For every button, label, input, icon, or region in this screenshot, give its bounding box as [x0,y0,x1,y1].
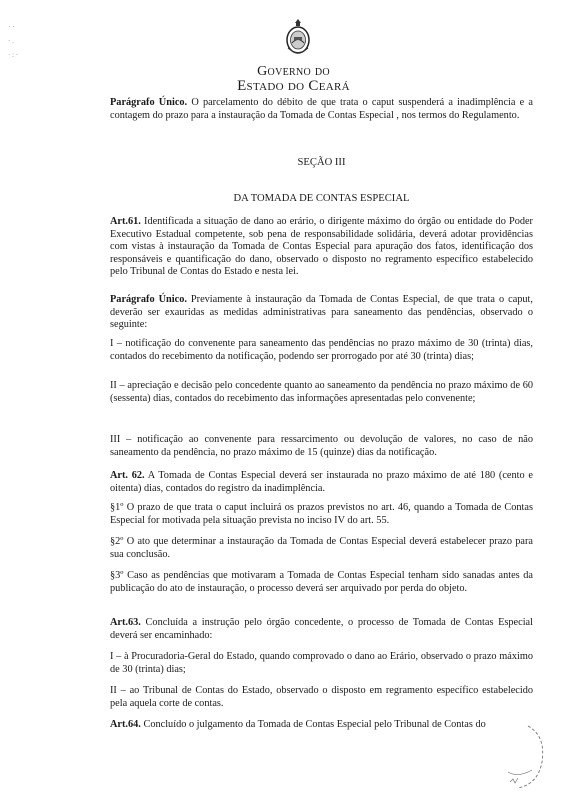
scan-marks: · · · . · : · [8,23,19,59]
signature-stamp-icon [488,722,550,792]
header-governo: Governo do [257,64,330,79]
article-label: Art. 62. [110,470,145,481]
article-label: Art.61. [110,216,141,227]
paragrafo-1: §1º O prazo de que trata o caput incluirá os prazos previstos no art. 46, quando a Tomada de Contas Especial for motivada pela situação prevista no inciso IV do art. 55. [110,502,533,526]
section-heading: SEÇÃO III [297,157,346,168]
article-label: Art.63. [110,617,141,628]
paragrafo-text: Previamente à instauração da Tomada de Contas Especial, de que trata o caput, deverão ser exauridas as medidas administrativas para saneamento das pendências, observado o seguinte: [110,294,533,331]
paragrafo-text: O parcelamento do débito de que trata o caput suspenderá a inadimplência e a contagem do prazo para a instauração da Tomada de Contas Especial , nos termos do Regulamento. [110,97,533,121]
art-63-inciso-i: I – à Procuradoria-Geral do Estado, quando comprovado o dano ao Erário, observado o prazo máximo de 30 (trinta) dias; [110,651,533,675]
inciso-i: I – notificação do convenente para saneamento das pendências no prazo máximo de 30 (trinta) dias, contados do recebimento da notificação, podendo ser prorrogado por até 30 (trinta) dias; [110,338,533,362]
art-64 [110,719,533,732]
paragrafo-3: §3º Caso as pendências que motivaram a Tomada de Contas Especial tenham sido sanadas antes da publicação do ato de instauração, o processo deverá ser arquivado por perda do objeto. [110,570,533,594]
paragrafo-unico-2 [110,294,533,332]
article-text: A Tomada de Contas Especial deverá ser instaurada no prazo máximo de até 180 (cento e oitenta) dias, contados do registro da inadimplência. [110,470,533,494]
art-63 [110,617,533,642]
article-text: Concluído o julgamento da Tomada de Contas Especial pelo Tribunal de Contas do [140,719,486,730]
paragrafo-label: Parágrafo Único. [110,97,188,108]
paragrafo-2: §2º O ato que determinar a instauração da Tomada de Contas Especial deverá estabelecer prazo para sua conclusão. [110,536,533,560]
article-text: Concluída a instrução pelo órgão concedente, o processo de Tomada de Contas Especial deverá ser encaminhado: [110,617,533,641]
section-title: DA TOMADA DE CONTAS ESPECIAL [233,193,410,204]
art-62 [110,470,533,495]
state-seal-icon [285,18,311,58]
art-61 [110,216,533,279]
article-label: Art.64. [110,719,141,730]
inciso-iii: III – notificação ao convenente para ressarcimento ou devolução de valores, no caso de não saneamento da pendência, no prazo máximo de 15 (quinze) dias da notificação. [110,434,533,458]
paragrafo-unico-1 [110,97,533,122]
inciso-ii: II – apreciação e decisão pelo concedente quanto ao saneamento da pendência no prazo máximo de 60 (sessenta) dias, contados do recebimento das informações apresentadas pelo convenente; [110,380,533,404]
article-text: Identificada a situação de dano ao erário, o dirigente máximo do órgão ou entidade do Poder Executivo Estadual competente, sob pena de responsabilidade solidária, deverá adotar providências com vistas à instauração da Tomada de Contas Especial para apuração dos fatos, identificação dos responsáveis e quantificação do dano, observado o disposto no regramento específico estabelecido pelo Tribunal de Contas do Estado e nesta lei. [110,216,533,278]
art-63-inciso-ii: II – ao Tribunal de Contas do Estado, observado o disposto em regramento específico estabelecido pela aquela corte de contas. [110,685,533,709]
paragrafo-label: Parágrafo Único. [110,294,187,305]
header-estado: Estado do Ceará [237,78,350,94]
